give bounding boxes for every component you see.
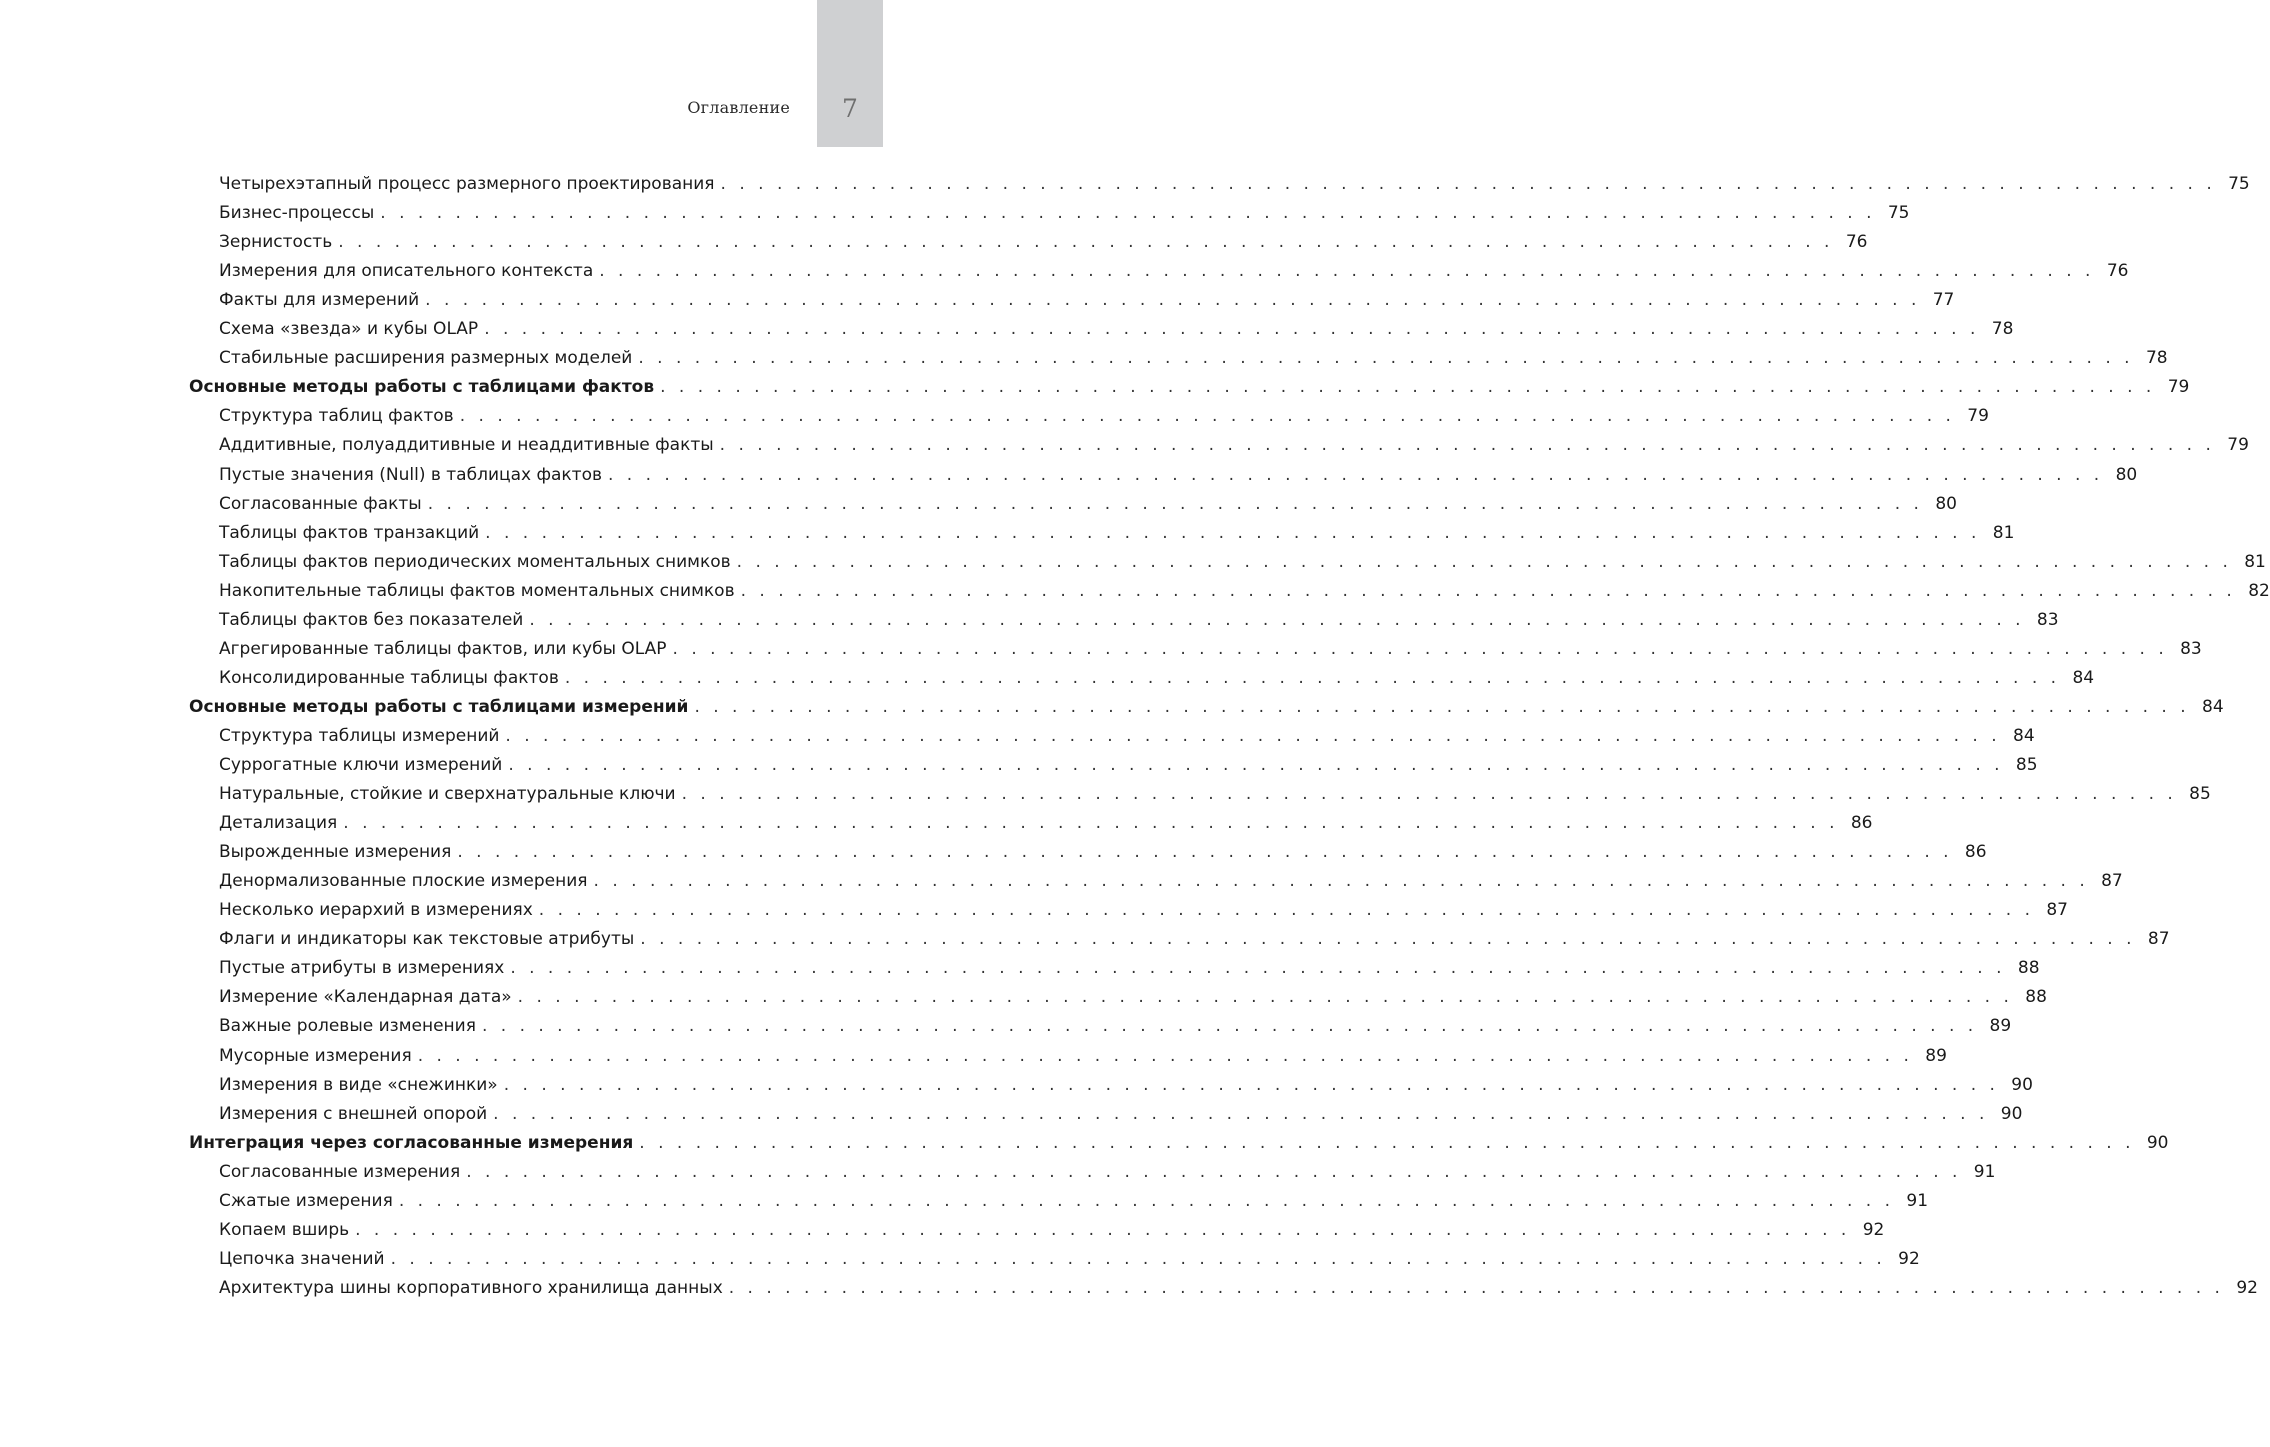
toc-entry-title: Согласованные факты xyxy=(219,493,422,514)
toc-entry xyxy=(219,664,2095,692)
dot-leader: . . . . . . . . . . . . . . . . . . . . . . . . . . . . . . . . . . . . . . . . . . . . . . . . . . . . . . . . . . . . . . . . . . . . . . . . . . . . . . . . xyxy=(508,755,2004,775)
dot-leader: . . . . . . . . . . . . . . . . . . . . . . . . . . . . . . . . . . . . . . . . . . . . . . . . . . . . . . . . . . . . . . . . . . . . . . . . . . . . . . . . xyxy=(681,784,2177,805)
toc-entry-title: Стабильные расширения размерных моделей xyxy=(219,348,633,369)
toc-entry-title: Основные методы работы с таблицами измерений xyxy=(189,696,689,717)
toc-entry xyxy=(219,315,2014,343)
toc-entry xyxy=(219,809,1873,837)
toc-entry-title: Четырехэтапный процесс размерного проектирования xyxy=(219,174,715,194)
toc-entry-title: Накопительные таблицы фактов моментальных снимков xyxy=(219,580,735,601)
toc-entry-page: 92 xyxy=(1862,1219,1885,1240)
toc-entry-page: 82 xyxy=(2248,580,2270,601)
toc-entry-page: 83 xyxy=(2036,609,2059,630)
toc-entry-title: Измерения с внешней опорой xyxy=(219,1103,488,1124)
toc-entry-page: 75 xyxy=(1887,203,1910,224)
toc-entry-title: Согласованные измерения xyxy=(219,1161,461,1182)
toc-entry-title: Бизнес-процессы xyxy=(219,203,375,224)
toc-entry-title: Суррогатные ключи измерений xyxy=(219,755,503,775)
toc-entry-page: 92 xyxy=(1898,1248,1920,1269)
toc-entry xyxy=(219,1100,2023,1128)
toc-entry xyxy=(219,199,1910,227)
toc-entry xyxy=(219,402,1989,430)
toc-entry-page: 87 xyxy=(2147,929,2170,950)
toc-entry-title: Натуральные, стойкие и сверхнатуральные ключи xyxy=(219,784,676,805)
toc-entry-title: Интеграция через согласованные измерения xyxy=(189,1132,634,1153)
dot-leader: . . . . . . . . . . . . . . . . . . . . . . . . . . . . . . . . . . . . . . . . . . . . . . . . . . . . . . . . . . . . . . . . . . . . . . . . . . . . . . . . xyxy=(484,319,1980,340)
toc-entry-title: Измерения в виде «снежинки» xyxy=(219,1074,498,1095)
dot-leader: . . . . . . . . . . . . . . . . . . . . . . . . . . . . . . . . . . . . . . . . . . . . . . . . . . . . . . . . . . . . . . . . . . . . . . . . . . . . . . . . xyxy=(740,580,2236,601)
dot-leader: . . . . . . . . . . . . . . . . . . . . . . . . . . . . . . . . . . . . . . . . . . . . . . . . . . . . . . . . . . . . . . . . . . . . . . . . . . . . . . . . xyxy=(390,1248,1886,1269)
toc-entry-page: 78 xyxy=(2145,348,2168,369)
toc-entry-title: Цепочка значений xyxy=(219,1248,385,1269)
toc-entry-page: 78 xyxy=(1991,319,2014,340)
toc-entry xyxy=(219,1158,1996,1186)
toc-entry xyxy=(219,1012,2012,1040)
toc-entry-page: 92 xyxy=(2236,1277,2258,1298)
dot-leader: . . . . . . . . . . . . . . . . . . . . . . . . . . . . . . . . . . . . . . . . . . . . . . . . . . . . . . . . . . . . . . . . . . . . . . . . . . . . . . . . xyxy=(672,638,2168,659)
toc-entry-title: Пустые атрибуты в измерениях xyxy=(219,958,505,979)
toc-entry-page: 80 xyxy=(2115,464,2138,485)
toc-entry-title: Измерение «Календарная дата» xyxy=(219,987,512,1008)
toc-entry-title: Таблицы фактов без показателей xyxy=(219,609,524,630)
toc-entry-page: 76 xyxy=(2106,261,2129,282)
dot-leader: . . . . . . . . . . . . . . . . . . . . . . . . . . . . . . . . . . . . . . . . . . . . . . . . . . . . . . . . . . . . . . . . . . . . . . . . . . . . . . . . xyxy=(503,1074,1999,1095)
toc-entry-page: 84 xyxy=(2202,696,2224,717)
toc-entry-page: 80 xyxy=(1935,493,1957,514)
toc-entry-page: 84 xyxy=(2072,667,2095,688)
toc-entry-page: 81 xyxy=(1992,522,2015,543)
dot-leader: . . . . . . . . . . . . . . . . . . . . . . . . . . . . . . . . . . . . . . . . . . . . . . . . . . . . . . . . . . . . . . . . . . . . . . . . . . . . . . . . xyxy=(425,290,1921,311)
toc-entry-page: 81 xyxy=(2244,551,2266,572)
dot-leader: . . . . . . . . . . . . . . . . . . . . . . . . . . . . . . . . . . . . . . . . . . . . . . . . . . . . . . . . . . . . . . . . . . . . . . . . . . . . . . . . xyxy=(593,871,2089,892)
toc-entry-page: 89 xyxy=(1925,1045,1947,1066)
toc-entry-page: 85 xyxy=(2015,755,2038,775)
dot-leader: . . . . . . . . . . . . . . . . . . . . . . . . . . . . . . . . . . . . . . . . . . . . . . . . . . . . . . . . . . . . . . . . . . . . . . . . . . . . . . . . xyxy=(457,842,1953,863)
toc-entry xyxy=(219,925,2170,953)
toc-entry-title: Сжатые измерения xyxy=(219,1190,393,1211)
toc-entry xyxy=(219,490,1957,518)
toc-entry-page: 79 xyxy=(1967,406,1989,427)
dot-leader: . . . . . . . . . . . . . . . . . . . . . . . . . . . . . . . . . . . . . . . . . . . . . . . . . . . . . . . . . . . . . . . . . . . . . . . . . . . . . . . . xyxy=(481,1016,1978,1037)
toc-entry xyxy=(219,1187,1929,1215)
toc-entry-page: 79 xyxy=(2167,377,2190,398)
toc-entry-page: 87 xyxy=(2101,871,2123,892)
toc-entry-title: Агрегированные таблицы фактов, или кубы OLAP xyxy=(219,638,667,659)
dot-leader: . . . . . . . . . . . . . . . . . . . . . . . . . . . . . . . . . . . . . . . . . . . . . . . . . . . . . . . . . . . . . . . . . . . . . . . . . . . . . . . . xyxy=(608,464,2104,485)
toc-entry xyxy=(219,722,2035,750)
toc-entry-title: Факты для измерений xyxy=(219,290,420,311)
toc-entry-title: Важные ролевые изменения xyxy=(219,1016,476,1037)
toc-entry-title: Аддитивные, полуаддитивные и неаддитивные факты xyxy=(219,435,714,456)
toc-entry-page: 84 xyxy=(2013,725,2035,746)
toc-entry xyxy=(219,1274,2258,1302)
toc-entry-page: 79 xyxy=(2227,435,2249,456)
toc-entry xyxy=(219,1071,2033,1099)
toc-entry-page: 75 xyxy=(2228,174,2250,194)
toc-entry xyxy=(219,867,2123,895)
dot-leader: . . . . . . . . . . . . . . . . . . . . . . . . . . . . . . . . . . . . . . . . . . . . . . . . . . . . . . . . . . . . . . . . . . . . . . . . . . . . . . . . xyxy=(493,1103,1989,1124)
dot-leader: . . . . . . . . . . . . . . . . . . . . . . . . . . . . . . . . . . . . . . . . . . . . . . . . . . . . . . . . . . . . . . . . . . . . . . . . . . . . . . . . xyxy=(380,203,1876,224)
dot-leader: . . . . . . . . . . . . . . . . . . . . . . . . . . . . . . . . . . . . . . . . . . . . . . . . . . . . . . . . . . . . . . . . . . . . . . . . . . . . . . . . xyxy=(638,348,2134,369)
toc-entry xyxy=(219,170,2250,198)
toc-entry xyxy=(219,257,2129,285)
running-head: Оглавление xyxy=(687,98,790,117)
dot-leader: . . . . . . . . . . . . . . . . . . . . . . . . . . . . . . . . . . . . . . . . . . . . . . . . . . . . . . . . . . . . . . . . . . . . . . . . . . . . . . . . xyxy=(343,813,1839,834)
toc-entry xyxy=(219,1245,1920,1273)
toc-entry-page: 77 xyxy=(1932,290,1955,311)
toc-entry-title: Измерения для описательного контекста xyxy=(219,261,594,282)
dot-leader: . . . . . . . . . . . . . . . . . . . . . . . . . . . . . . . . . . . . . . . . . . . . . . . . . . . . . . . . . . . . . . . . . . . . . . . . . . . . . . . . xyxy=(599,261,2095,282)
toc-entry xyxy=(219,606,2059,634)
toc-entry-page: 83 xyxy=(2180,638,2202,659)
dot-leader: . . . . . . . . . . . . . . . . . . . . . . . . . . . . . . . . . . . . . . . . . . . . . . . . . . . . . . . . . . . . . . . . . . . . . . . . . . . . . . . . xyxy=(564,667,2061,688)
toc-section-heading xyxy=(189,693,2224,721)
dot-leader: . . . . . . . . . . . . . . . . . . . . . . . . . . . . . . . . . . . . . . . . . . . . . . . . . . . . . . . . . . . . . . . . . . . . . . . . . . . . . . . . xyxy=(728,1277,2224,1298)
dot-leader: . . . . . . . . . . . . . . . . . . . . . . . . . . . . . . . . . . . . . . . . . . . . . . . . . . . . . . . . . . . . . . . . . . . . . . . . . . . . . . . . xyxy=(639,1132,2135,1153)
dot-leader: . . . . . . . . . . . . . . . . . . . . . . . . . . . . . . . . . . . . . . . . . . . . . . . . . . . . . . . . . . . . . . . . . . . . . . . . . . . . . . . . xyxy=(338,232,1834,253)
toc-entry-page: 85 xyxy=(2189,784,2211,805)
toc-entry-title: Основные методы работы с таблицами фактов xyxy=(189,377,655,398)
toc-entry-page: 90 xyxy=(2000,1103,2023,1124)
toc-entry-title: Мусорные измерения xyxy=(219,1045,412,1066)
toc-entry xyxy=(219,983,2047,1011)
toc-entry-page: 76 xyxy=(1845,232,1868,253)
dot-leader: . . . . . . . . . . . . . . . . . . . . . . . . . . . . . . . . . . . . . . . . . . . . . . . . . . . . . . . . . . . . . . . . . . . . . . . . . . . . . . . . xyxy=(417,1045,1913,1066)
toc-entry xyxy=(219,1042,1947,1070)
toc-section-heading xyxy=(189,1129,2169,1157)
toc-entry-title: Структура таблиц фактов xyxy=(219,406,454,427)
toc-entry xyxy=(219,286,1955,314)
dot-leader: . . . . . . . . . . . . . . . . . . . . . . . . . . . . . . . . . . . . . . . . . . . . . . . . . . . . . . . . . . . . . . . . . . . . . . . . . . . . . . . . xyxy=(720,174,2216,194)
dot-leader: . . . . . . . . . . . . . . . . . . . . . . . . . . . . . . . . . . . . . . . . . . . . . . . . . . . . . . . . . . . . . . . . . . . . . . . . . . . . . . . . xyxy=(694,696,2190,717)
toc-entry xyxy=(219,838,1987,866)
dot-leader: . . . . . . . . . . . . . . . . . . . . . . . . . . . . . . . . . . . . . . . . . . . . . . . . . . . . . . . . . . . . . . . . . . . . . . . . . . . . . . . . xyxy=(529,609,2025,630)
toc-entry xyxy=(219,635,2202,663)
toc-entry xyxy=(219,1216,1885,1244)
dot-leader: . . . . . . . . . . . . . . . . . . . . . . . . . . . . . . . . . . . . . . . . . . . . . . . . . . . . . . . . . . . . . . . . . . . . . . . . . . . . . . . . xyxy=(485,522,1981,543)
toc-entry xyxy=(219,896,2068,924)
toc-entry-title: Копаем вширь xyxy=(219,1219,350,1240)
dot-leader: . . . . . . . . . . . . . . . . . . . . . . . . . . . . . . . . . . . . . . . . . . . . . . . . . . . . . . . . . . . . . . . . . . . . . . . . . . . . . . . . xyxy=(736,551,2232,572)
toc-entry-title: Флаги и индикаторы как текстовые атрибуты xyxy=(219,929,635,950)
dot-leader: . . . . . . . . . . . . . . . . . . . . . . . . . . . . . . . . . . . . . . . . . . . . . . . . . . . . . . . . . . . . . . . . . . . . . . . . . . . . . . . . xyxy=(538,900,2034,921)
dot-leader: . . . . . . . . . . . . . . . . . . . . . . . . . . . . . . . . . . . . . . . . . . . . . . . . . . . . . . . . . . . . . . . . . . . . . . . . . . . . . . . . xyxy=(510,958,2006,979)
page-number: 7 xyxy=(842,94,858,123)
toc-entry xyxy=(219,344,2168,372)
toc-entry-title: Консолидированные таблицы фактов xyxy=(219,667,559,688)
dot-leader: . . . . . . . . . . . . . . . . . . . . . . . . . . . . . . . . . . . . . . . . . . . . . . . . . . . . . . . . . . . . . . . . . . . . . . . . . . . . . . . . xyxy=(505,725,2001,746)
dot-leader: . . . . . . . . . . . . . . . . . . . . . . . . . . . . . . . . . . . . . . . . . . . . . . . . . . . . . . . . . . . . . . . . . . . . . . . . . . . . . . . . xyxy=(640,929,2136,950)
toc-entry-title: Таблицы фактов периодических моментальных снимков xyxy=(219,551,731,572)
toc-entry-title: Пустые значения (Null) в таблицах фактов xyxy=(219,464,602,485)
dot-leader: . . . . . . . . . . . . . . . . . . . . . . . . . . . . . . . . . . . . . . . . . . . . . . . . . . . . . . . . . . . . . . . . . . . . . . . . . . . . . . . . xyxy=(427,493,1923,514)
page-number-tab xyxy=(817,0,883,147)
toc-entry xyxy=(219,461,2138,489)
toc-entry-title: Зернистость xyxy=(219,232,333,253)
toc-entry-title: Архитектура шины корпоративного хранилища данных xyxy=(219,1277,723,1298)
toc-entry-title: Денормализованные плоские измерения xyxy=(219,871,588,892)
dot-leader: . . . . . . . . . . . . . . . . . . . . . . . . . . . . . . . . . . . . . . . . . . . . . . . . . . . . . . . . . . . . . . . . . . . . . . . . . . . . . . . . xyxy=(719,435,2215,456)
toc-entry xyxy=(219,431,2249,459)
toc-entry-page: 88 xyxy=(2017,958,2040,979)
toc-entry xyxy=(219,577,2270,605)
dot-leader: . . . . . . . . . . . . . . . . . . . . . . . . . . . . . . . . . . . . . . . . . . . . . . . . . . . . . . . . . . . . . . . . . . . . . . . . . . . . . . . . xyxy=(459,406,1955,427)
toc-entry xyxy=(219,751,2038,779)
toc-entry xyxy=(219,228,1868,256)
dot-leader: . . . . . . . . . . . . . . . . . . . . . . . . . . . . . . . . . . . . . . . . . . . . . . . . . . . . . . . . . . . . . . . . . . . . . . . . . . . . . . . . xyxy=(660,377,2156,398)
dot-leader: . . . . . . . . . . . . . . . . . . . . . . . . . . . . . . . . . . . . . . . . . . . . . . . . . . . . . . . . . . . . . . . . . . . . . . . . . . . . . . . . xyxy=(466,1161,1962,1182)
toc-entry-page: 89 xyxy=(1989,1016,2012,1037)
toc-entry-page: 91 xyxy=(1906,1190,1929,1211)
toc-entry-title: Вырожденные измерения xyxy=(219,842,452,863)
toc-entry-title: Несколько иерархий в измерениях xyxy=(219,900,533,921)
toc-entry xyxy=(219,519,2015,547)
toc-entry-page: 88 xyxy=(2025,987,2047,1008)
dot-leader: . . . . . . . . . . . . . . . . . . . . . . . . . . . . . . . . . . . . . . . . . . . . . . . . . . . . . . . . . . . . . . . . . . . . . . . . . . . . . . . . xyxy=(517,987,2013,1008)
toc-entry-title: Схема «звезда» и кубы OLAP xyxy=(219,319,479,340)
toc-section-heading xyxy=(189,373,2190,401)
toc-entry xyxy=(219,780,2211,808)
toc-entry xyxy=(219,548,2266,576)
toc-entry-page: 90 xyxy=(2146,1132,2169,1153)
toc-entry-title: Структура таблицы измерений xyxy=(219,725,500,746)
toc-entry-title: Таблицы фактов транзакций xyxy=(219,522,480,543)
toc-entry-page: 87 xyxy=(2046,900,2068,921)
toc-entry xyxy=(219,954,2040,982)
toc-entry-page: 86 xyxy=(1964,842,1987,863)
toc-entry-title: Детализация xyxy=(219,813,338,834)
dot-leader: . . . . . . . . . . . . . . . . . . . . . . . . . . . . . . . . . . . . . . . . . . . . . . . . . . . . . . . . . . . . . . . . . . . . . . . . . . . . . . . . xyxy=(398,1190,1895,1211)
dot-leader: . . . . . . . . . . . . . . . . . . . . . . . . . . . . . . . . . . . . . . . . . . . . . . . . . . . . . . . . . . . . . . . . . . . . . . . . . . . . . . . . xyxy=(355,1219,1851,1240)
toc-entry-page: 86 xyxy=(1850,813,1873,834)
toc-entry-page: 91 xyxy=(1973,1161,1996,1182)
toc-entry-page: 90 xyxy=(2011,1074,2033,1095)
